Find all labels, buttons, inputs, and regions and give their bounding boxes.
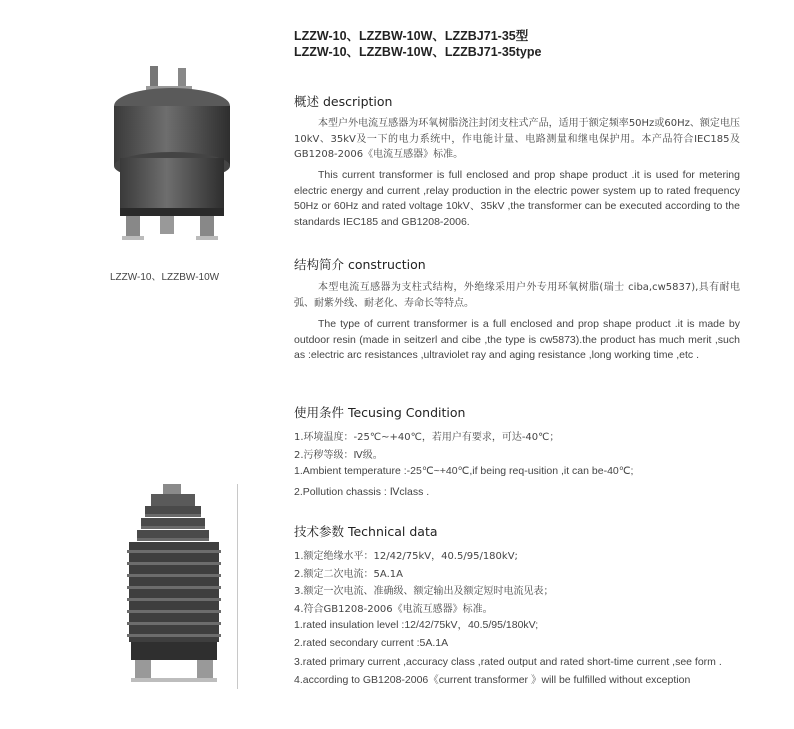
technical-line: 4.符合GB1208-2006《电流互感器》标准。	[294, 604, 493, 615]
technical-line: 2.rated secondary current :5A.1A	[294, 637, 449, 649]
construction-cn-text: 本型电流互感器为支柱式结构，外绝缘采用户外专用环氧树脂(瑞士 ciba,cw5837),具有耐电弧、耐紫外线、耐老化、寿命长等特点。	[294, 282, 740, 309]
title-line-cn: LZZW-10、LZZBW-10W、LZZBJ71-35型	[294, 29, 529, 43]
technical-line: 3.额定一次电流、准确级、额定输出及额定短时电流见表；	[294, 586, 554, 597]
condition-line: 1.Ambient temperature :-25℃~+40℃,if being req-usition ,it can be-40℃;	[294, 465, 634, 477]
technical-line: 1.额定绝缘水平：12/42/75kV，40.5/95/180kV;	[294, 551, 518, 562]
image-divider	[237, 484, 238, 689]
condition-line: 2.Pollution chassis : Ⅳclass .	[294, 486, 430, 498]
description-heading: 概述 description	[294, 94, 393, 109]
condition-line: 2.污秽等级：Ⅳ级。	[294, 450, 383, 461]
title-line-en: LZZW-10、LZZBW-10W、LZZBJ71-35type	[294, 45, 542, 59]
condition-heading: 使用条件 Tecusing Condition	[294, 405, 466, 420]
construction-en-text: The type of current transformer is a full enclosed and prop shape product .it is made by outdoor resin (made in seitzerl and cibe ,the type is cw5873).the product has much merit ,such as :electric arc resistances ,ultraviolet ray and aging resistance ,long working time ,etc .	[294, 318, 740, 361]
technical-heading: 技术参数 Technical data	[294, 524, 438, 539]
description-cn-text: 本型户外电流互感器为环氧树脂浇注封闭支柱式产品，适用于额定频率50Hz或60Hz、额定电压10kV、35kV及一下的电力系统中，作电能计量、电路测量和继电保护用。本产品符合IEC185及GB1208-2006《电流互感器》标准。	[294, 118, 740, 160]
technical-line: 2.额定二次电流：5A.1A	[294, 569, 403, 580]
construction-heading: 结构简介 construction	[294, 257, 426, 272]
condition-line: 1.环境温度：-25℃~+40℃，若用户有要求，可达-40℃；	[294, 432, 560, 443]
technical-line: 1.rated insulation level :12/42/75kV，40.5/95/180kV;	[294, 619, 539, 631]
technical-line: 4.according to GB1208-2006《current transformer 》will be fulfilled without exception	[294, 674, 691, 686]
technical-line: 3.rated primary current ,accuracy class ,rated output and rated short-time current ,see form .	[294, 656, 722, 668]
description-en-text: This current transformer is full enclosed and prop shape product .it is used for metering electric energy and current ,relay production in the electric power system up to rated frequency 50Hz or 60Hz and rated voltage 10kV、35kV ,the transformer can be executed according to the standards IEC185 and GB1208-2006.	[294, 169, 740, 228]
product-title	[294, 28, 541, 60]
image-caption: LZZW-10、LZZBW-10W	[110, 272, 220, 283]
transformer-lzzbj71-image	[115, 480, 233, 690]
transformer-lzzw10-image	[100, 58, 250, 258]
